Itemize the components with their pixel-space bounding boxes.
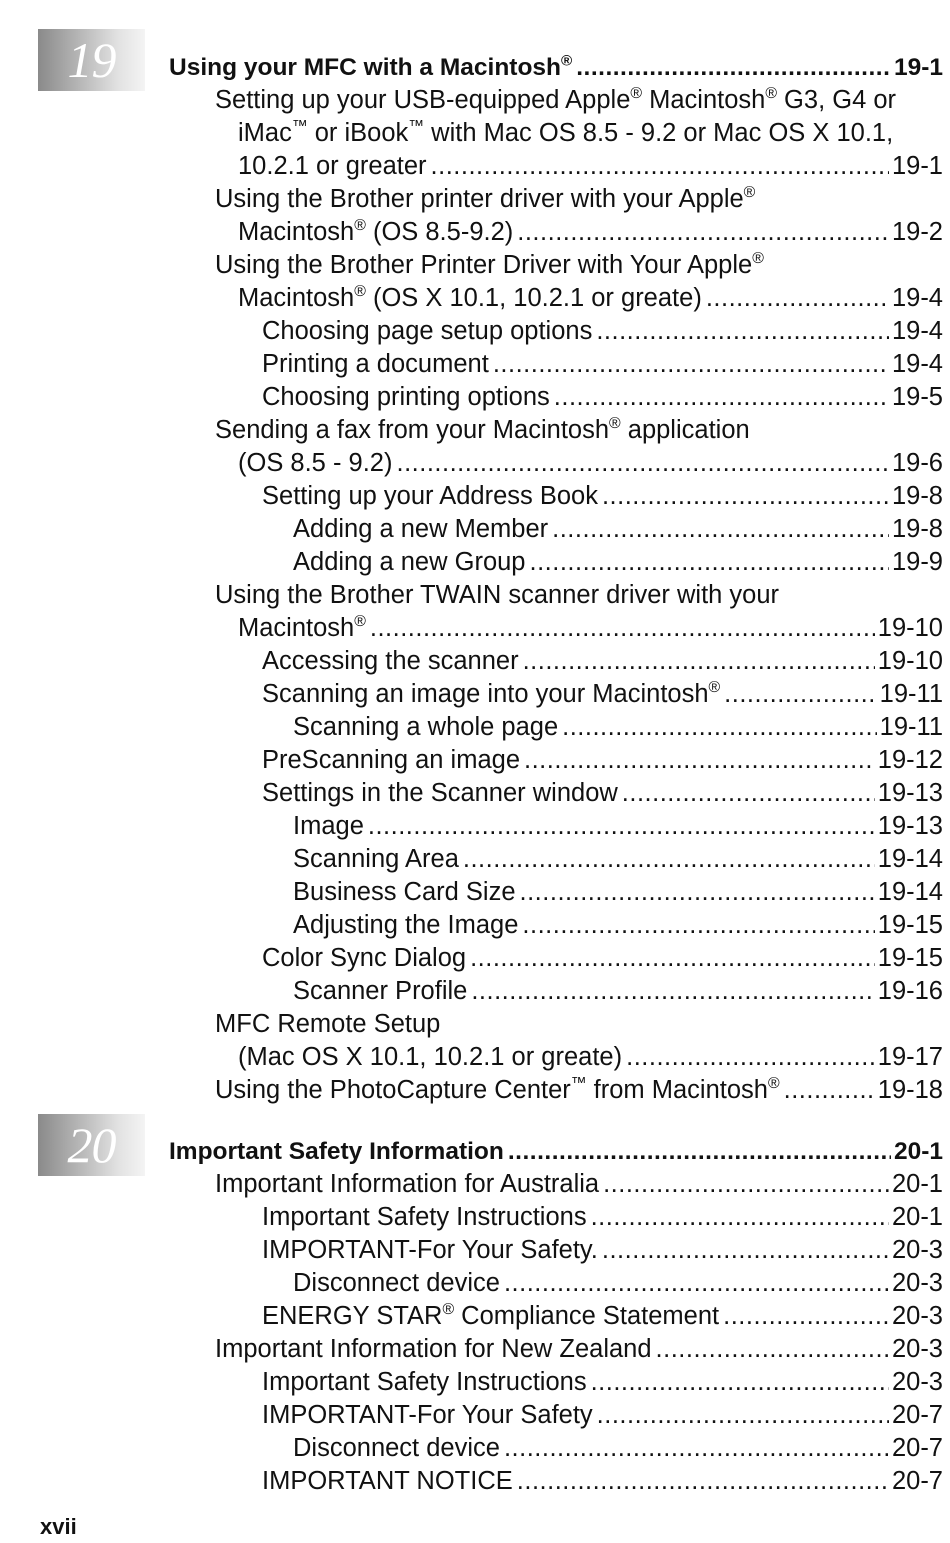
toc-entry-line[interactable]	[0, 381, 950, 414]
toc-dot-leader	[504, 1267, 889, 1300]
toc-entry-title: Using your MFC with a Macintosh®	[169, 52, 573, 81]
toc-entry-line[interactable]	[0, 744, 950, 777]
toc-entry-title: Setting up your Address Book	[262, 482, 598, 510]
toc-entry-line[interactable]	[0, 843, 950, 876]
toc-entry-line[interactable]	[0, 909, 950, 942]
toc-page-number: 19-4	[891, 317, 943, 345]
toc-dot-leader	[552, 513, 889, 546]
toc-page-number: 19-18	[877, 1076, 943, 1104]
toc-page-number: 19-11	[879, 713, 943, 741]
toc-dot-leader	[603, 1168, 889, 1201]
toc-dot-leader	[596, 315, 889, 348]
toc-page-number: 19-14	[877, 845, 943, 873]
toc-entry-line[interactable]	[0, 1267, 950, 1300]
toc-page-number: 20-7	[891, 1467, 943, 1495]
toc-entry-title: Using the Brother printer driver with your Apple®	[215, 184, 756, 213]
toc-entry-line[interactable]	[0, 150, 950, 183]
toc-entry-line[interactable]	[0, 678, 950, 711]
toc-entry-line[interactable]	[0, 1333, 950, 1366]
toc-entry-line[interactable]	[0, 51, 950, 84]
toc-entry-line	[0, 579, 950, 612]
toc-entry-line[interactable]	[0, 810, 950, 843]
toc-entry-title: MFC Remote Setup	[215, 1010, 441, 1038]
toc-dot-leader	[520, 876, 875, 909]
toc-dot-leader	[368, 810, 875, 843]
chapter-20-toc	[0, 1135, 950, 1498]
toc-page-number: 19-15	[877, 911, 943, 939]
toc-dot-leader	[463, 843, 875, 876]
toc-dot-leader	[530, 546, 889, 579]
toc-dot-leader	[784, 1074, 875, 1107]
chapter-20-number: 20	[67, 1117, 116, 1173]
toc-dot-leader	[370, 612, 875, 645]
toc-dot-leader	[554, 381, 889, 414]
toc-page-number: 19-1	[891, 152, 943, 180]
toc-page-number: 19-14	[877, 878, 943, 906]
toc-entry-title: Image	[293, 812, 364, 840]
toc-entry-title: Scanning Area	[293, 845, 459, 873]
toc-page-number: 19-6	[891, 449, 943, 477]
toc-entry-line[interactable]	[0, 447, 950, 480]
toc-entry-title: Important Information for New Zealand	[215, 1335, 652, 1363]
toc-entry-line	[0, 84, 950, 117]
toc-dot-leader	[656, 1333, 889, 1366]
toc-entry-line[interactable]	[0, 1366, 950, 1399]
chapter-19-number: 19	[67, 32, 116, 88]
toc-entry-line[interactable]	[0, 1465, 950, 1498]
page-number-footer: xvii	[40, 1514, 77, 1539]
toc-page-number: 19-5	[891, 383, 943, 411]
toc-entry-title: Important Safety Information	[169, 1138, 504, 1165]
toc-entry-title: Scanning a whole page	[293, 713, 559, 741]
toc-entry-line[interactable]	[0, 942, 950, 975]
toc-entry-title: Sending a fax from your Macintosh® application	[215, 415, 750, 444]
toc-entry-title: Macintosh® (OS 8.5-9.2)	[238, 217, 514, 246]
toc-dot-leader	[522, 909, 874, 942]
toc-entry-line	[0, 183, 950, 216]
toc-entry-title: IMPORTANT-For Your Safety	[262, 1401, 593, 1429]
chapter-19-toc	[0, 51, 950, 1107]
toc-entry-title: Scanner Profile	[293, 977, 468, 1005]
toc-dot-leader	[706, 282, 889, 315]
toc-dot-leader	[602, 1234, 889, 1267]
toc-entry-line[interactable]	[0, 216, 950, 249]
toc-entry-line[interactable]	[0, 546, 950, 579]
toc-entry-line	[0, 414, 950, 447]
toc-entry-line	[0, 249, 950, 282]
toc-entry-title: Printing a document	[262, 350, 489, 378]
toc-page-number: 20-3	[891, 1302, 943, 1330]
toc-page-number: 19-13	[877, 812, 943, 840]
toc-dot-leader	[470, 942, 875, 975]
toc-dot-leader	[508, 1135, 891, 1168]
toc-dot-leader	[493, 348, 889, 381]
toc-dot-leader	[524, 744, 875, 777]
toc-entry-line[interactable]	[0, 480, 950, 513]
toc-entry-title: Choosing printing options	[262, 383, 550, 411]
toc-entry-line[interactable]	[0, 612, 950, 645]
toc-entry-line[interactable]	[0, 1432, 950, 1465]
toc-page-number: 20-7	[891, 1434, 943, 1462]
toc-dot-leader	[471, 975, 874, 1008]
toc-page-number: 20-7	[891, 1401, 943, 1429]
toc-page-number: 19-2	[891, 218, 943, 246]
toc-entry-title: Accessing the scanner	[262, 647, 519, 675]
toc-page-number: 20-3	[891, 1368, 943, 1396]
toc-dot-leader	[724, 678, 877, 711]
toc-entry-title: Business Card Size	[293, 878, 516, 906]
toc-entry-title: Adding a new Member	[293, 515, 549, 543]
toc-dot-leader	[576, 51, 891, 84]
toc-entry-title: Important Information for Australia	[215, 1170, 600, 1198]
toc-page-number: 19-16	[877, 977, 943, 1005]
toc-entry-title: 10.2.1 or greater	[238, 152, 427, 180]
toc-entry-title: (OS 8.5 - 9.2)	[238, 449, 393, 477]
toc-entry-title: Macintosh® (OS X 10.1, 10.2.1 or greate)	[238, 283, 702, 312]
toc-entry-line[interactable]	[0, 1399, 950, 1432]
toc-dot-leader	[591, 1366, 889, 1399]
toc-entry-title: iMac™ or iBook™ with Mac OS 8.5 - 9.2 or Mac OS X 10.1,	[238, 118, 894, 147]
toc-entry-title: Adjusting the Image	[293, 911, 519, 939]
toc-entry-title: Adding a new Group	[293, 548, 526, 576]
toc-entry-title: Choosing page setup options	[262, 317, 593, 345]
toc-entry-title: Scanning an image into your Macintosh®	[262, 679, 721, 708]
toc-entry-title: IMPORTANT NOTICE	[262, 1467, 513, 1495]
toc-page-number: 19-13	[877, 779, 943, 807]
toc-dot-leader	[626, 1041, 875, 1074]
toc-entry-title: Using the PhotoCapture Center™ from Macintosh®	[215, 1075, 780, 1104]
toc-dot-leader	[431, 150, 889, 183]
toc-page-number: 19-10	[877, 647, 943, 675]
toc-page-number: 19-11	[879, 680, 943, 708]
toc-entry-title: (Mac OS X 10.1, 10.2.1 or greate)	[238, 1043, 623, 1071]
toc-entry-line[interactable]	[0, 975, 950, 1008]
toc-dot-leader	[517, 216, 889, 249]
toc-entry-line[interactable]	[0, 1041, 950, 1074]
toc-page-number: 19-4	[891, 284, 943, 312]
toc-entry-title: Setting up your USB-equipped Apple® Macintosh® G3, G4 or	[215, 85, 897, 114]
toc-entry-line[interactable]	[0, 1074, 950, 1107]
toc-entry-title: PreScanning an image	[262, 746, 521, 774]
toc-entry-line[interactable]	[0, 876, 950, 909]
toc-page-number: 19-1	[893, 54, 943, 81]
toc-entry-line[interactable]	[0, 1300, 950, 1333]
toc-page-number: 19-12	[877, 746, 943, 774]
toc-entry-line[interactable]	[0, 645, 950, 678]
toc-page-number: 20-3	[891, 1335, 943, 1363]
toc-entry-line[interactable]	[0, 1234, 950, 1267]
toc-entry-title: Disconnect device	[293, 1269, 500, 1297]
toc-entry-line[interactable]	[0, 1201, 950, 1234]
toc-page-number: 20-3	[891, 1236, 943, 1264]
toc-page-number: 19-8	[891, 515, 943, 543]
toc-dot-leader	[396, 447, 888, 480]
toc-dot-leader	[597, 1399, 889, 1432]
toc-dot-leader	[723, 1300, 889, 1333]
toc-entry-title: Disconnect device	[293, 1434, 500, 1462]
toc-page-number: 19-15	[877, 944, 943, 972]
toc-dot-leader	[622, 777, 875, 810]
toc-page-number: 20-3	[891, 1269, 943, 1297]
toc-entry-title: ENERGY STAR® Compliance Statement	[262, 1301, 720, 1330]
toc-dot-leader	[523, 645, 875, 678]
toc-page-number: 19-8	[891, 482, 943, 510]
toc-entry-line	[0, 1008, 950, 1041]
toc-entry-title: IMPORTANT-For Your Safety.	[262, 1236, 598, 1264]
toc-entry-title: Color Sync Dialog	[262, 944, 467, 972]
toc-entry-line[interactable]	[0, 1135, 950, 1168]
toc-entry-title: Macintosh®	[238, 613, 366, 642]
toc-dot-leader	[591, 1201, 889, 1234]
toc-dot-leader	[602, 480, 889, 513]
toc-entry-line[interactable]	[0, 315, 950, 348]
toc-entry-title: Important Safety Instructions	[262, 1368, 587, 1396]
toc-entry-line[interactable]	[0, 1168, 950, 1201]
toc-dot-leader	[562, 711, 877, 744]
toc-entry-line[interactable]	[0, 282, 950, 315]
toc-page-number: 19-4	[891, 350, 943, 378]
toc-entry-title: Using the Brother Printer Driver with Your Apple®	[215, 250, 764, 279]
toc-entry-line[interactable]	[0, 348, 950, 381]
toc-dot-leader	[517, 1465, 889, 1498]
toc-entry-line[interactable]	[0, 711, 950, 744]
toc-page-number: 20-1	[893, 1138, 943, 1165]
toc-page-number: 19-10	[877, 614, 943, 642]
toc-page-number: 20-1	[891, 1170, 943, 1198]
toc-entry-line[interactable]	[0, 513, 950, 546]
toc-page-number: 19-9	[891, 548, 943, 576]
toc-entry-line[interactable]	[0, 777, 950, 810]
toc-page-number: 20-1	[891, 1203, 943, 1231]
toc-entry-line	[0, 117, 950, 150]
toc-page-number: 19-17	[877, 1043, 943, 1071]
toc-entry-title: Important Safety Instructions	[262, 1203, 587, 1231]
toc-entry-title: Settings in the Scanner window	[262, 779, 618, 807]
toc-entry-title: Using the Brother TWAIN scanner driver with your	[215, 581, 780, 609]
toc-dot-leader	[504, 1432, 889, 1465]
